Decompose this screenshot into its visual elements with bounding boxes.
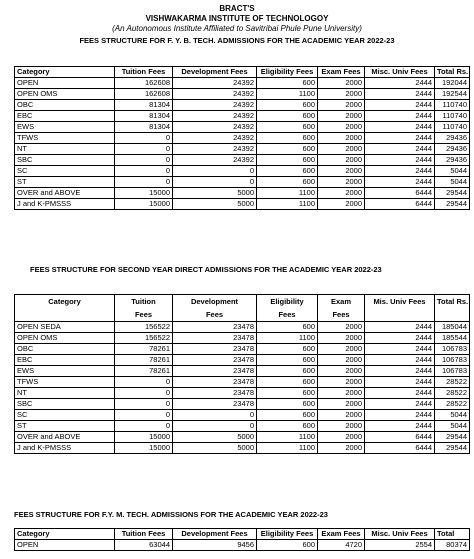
fee-cell: 28522 — [435, 377, 470, 388]
fee-cell: 0 — [173, 177, 257, 188]
fee-cell: 29544 — [435, 432, 470, 443]
fee-cell: 2000 — [318, 410, 365, 421]
fee-cell: 2444 — [365, 166, 435, 177]
column-header: Fees — [318, 308, 365, 322]
table-header-row — [15, 308, 470, 322]
fee-cell: 23478 — [173, 388, 257, 399]
fee-cell: 2444 — [365, 333, 435, 344]
fee-cell: 29436 — [435, 155, 470, 166]
column-header: Eligibility — [257, 295, 318, 309]
column-header — [365, 308, 435, 322]
category-cell: OBC — [15, 344, 115, 355]
table-row — [15, 355, 470, 366]
table-row — [15, 111, 470, 122]
section1-title: FEES STRUCTURE FOR F. Y. B. TECH. ADMISSIONS FOR THE ACADEMIC YEAR 2022-23 — [79, 36, 395, 45]
fee-cell: 29544 — [435, 188, 470, 199]
category-cell: EBC — [15, 355, 115, 366]
fee-cell: 5044 — [435, 421, 470, 432]
section3-title: FEES STRUCTURE FOR F.Y. M. TECH. ADMISSIONS FOR THE ACADEMIC YEAR 2022-23 — [14, 510, 328, 519]
table-row — [15, 155, 470, 166]
fee-cell: 23478 — [173, 366, 257, 377]
fee-cell: 600 — [257, 78, 318, 89]
table-row — [15, 432, 470, 443]
column-header: Fees — [257, 308, 318, 322]
category-cell: SBC — [15, 399, 115, 410]
fee-cell: 0 — [173, 410, 257, 421]
fee-cell: 24392 — [173, 89, 257, 100]
fee-cell: 1100 — [257, 432, 318, 443]
fee-cell: 29544 — [435, 443, 470, 454]
fee-cell: 600 — [257, 133, 318, 144]
fee-cell: 80374 — [435, 540, 470, 551]
column-header: Eligibility Fees — [257, 529, 318, 540]
category-cell: SBC — [15, 155, 115, 166]
fee-cell: 23478 — [173, 344, 257, 355]
column-header: Fees — [115, 308, 173, 322]
fee-cell: 1100 — [257, 89, 318, 100]
column-header: Tuition Fees — [115, 67, 173, 78]
table-row — [15, 410, 470, 421]
fee-cell: 24392 — [173, 122, 257, 133]
category-cell: EBC — [15, 111, 115, 122]
fee-cell: 5000 — [173, 443, 257, 454]
fee-cell: 78261 — [115, 344, 173, 355]
fee-cell: 2000 — [318, 355, 365, 366]
fee-cell: 28522 — [435, 399, 470, 410]
table-row — [15, 540, 470, 551]
table-row — [15, 322, 470, 333]
column-header: Total Rs. — [435, 295, 470, 309]
fee-cell: 1100 — [257, 199, 318, 210]
fee-cell: 78261 — [115, 355, 173, 366]
fee-cell: 24392 — [173, 78, 257, 89]
fee-cell: 2000 — [318, 177, 365, 188]
table-row — [15, 443, 470, 454]
fee-cell: 600 — [257, 111, 318, 122]
fee-cell: 2000 — [318, 78, 365, 89]
fee-cell: 0 — [115, 177, 173, 188]
second-year-fees-table — [14, 294, 470, 454]
column-header: Fees — [173, 308, 257, 322]
fee-cell: 2000 — [318, 333, 365, 344]
fee-cell: 2000 — [318, 366, 365, 377]
fee-cell: 162608 — [115, 78, 173, 89]
table-row — [15, 377, 470, 388]
table-row — [15, 144, 470, 155]
fee-cell: 192044 — [435, 78, 470, 89]
fee-cell: 0 — [173, 166, 257, 177]
fee-cell: 0 — [115, 410, 173, 421]
fee-cell: 2444 — [365, 366, 435, 377]
section2-title: FEES STRUCTURE FOR SECOND YEAR DIRECT ADMISSIONS FOR THE ACADEMIC YEAR 2022-23 — [30, 265, 382, 274]
category-cell: J and K-PMSSS — [15, 443, 115, 454]
fee-cell: 5044 — [435, 410, 470, 421]
table-row — [15, 344, 470, 355]
fee-cell: 1100 — [257, 333, 318, 344]
table-row — [15, 166, 470, 177]
fee-cell: 110740 — [435, 111, 470, 122]
column-header: Development — [173, 295, 257, 309]
fee-cell: 162608 — [115, 89, 173, 100]
fee-cell: 2000 — [318, 443, 365, 454]
fee-cell: 78261 — [115, 366, 173, 377]
fee-cell: 600 — [257, 421, 318, 432]
fee-cell: 2000 — [318, 122, 365, 133]
fee-cell: 2000 — [318, 399, 365, 410]
fee-cell: 600 — [257, 122, 318, 133]
category-cell: NT — [15, 388, 115, 399]
fee-cell: 6444 — [365, 443, 435, 454]
category-cell: OPEN OMS — [15, 89, 115, 100]
table-header-row — [15, 529, 470, 540]
category-cell: OPEN OMS — [15, 333, 115, 344]
fee-cell: 2000 — [318, 377, 365, 388]
table-row — [15, 333, 470, 344]
column-header — [15, 308, 115, 322]
fee-cell: 23478 — [173, 322, 257, 333]
fee-cell: 0 — [115, 144, 173, 155]
institute-prefix: BRACT'S — [219, 4, 255, 13]
fee-cell: 2000 — [318, 344, 365, 355]
table-row — [15, 421, 470, 432]
fee-cell: 600 — [257, 177, 318, 188]
fee-cell: 2000 — [318, 421, 365, 432]
fee-cell: 600 — [257, 540, 318, 551]
fee-cell: 24392 — [173, 133, 257, 144]
category-cell: J and K-PMSSS — [15, 199, 115, 210]
category-cell: SC — [15, 410, 115, 421]
fee-cell: 23478 — [173, 399, 257, 410]
category-cell: OBC — [15, 100, 115, 111]
fee-cell: 156522 — [115, 322, 173, 333]
fee-cell: 600 — [257, 410, 318, 421]
column-header: Eligibility Fees — [257, 67, 318, 78]
fee-cell: 81304 — [115, 122, 173, 133]
column-header: Tuition Fees — [115, 529, 173, 540]
column-header: Development Fees — [173, 67, 257, 78]
fee-cell: 0 — [115, 166, 173, 177]
column-header: Exam Fees — [318, 67, 365, 78]
category-cell: EWS — [15, 122, 115, 133]
fee-cell: 2000 — [318, 188, 365, 199]
fee-cell: 600 — [257, 388, 318, 399]
fee-cell: 29436 — [435, 144, 470, 155]
fee-cell: 106783 — [435, 366, 470, 377]
table-row — [15, 89, 470, 100]
category-cell: NT — [15, 144, 115, 155]
fee-cell: 2000 — [318, 432, 365, 443]
fee-cell: 185544 — [435, 333, 470, 344]
fee-cell: 2000 — [318, 144, 365, 155]
category-cell: OPEN SEDA — [15, 322, 115, 333]
column-header: Category — [15, 67, 115, 78]
fee-cell: 15000 — [115, 432, 173, 443]
fee-cell: 24392 — [173, 100, 257, 111]
fy-mtech-fees-table — [14, 528, 470, 551]
fee-cell: 6444 — [365, 432, 435, 443]
fee-cell: 24392 — [173, 111, 257, 122]
fee-cell: 2000 — [318, 100, 365, 111]
fee-cell: 0 — [115, 155, 173, 166]
column-header: Total — [435, 529, 470, 540]
institute-name: VISHWAKARMA INSTITUTE OF TECHNOLOGOY — [145, 14, 329, 23]
fee-cell: 2444 — [365, 344, 435, 355]
fee-cell: 110740 — [435, 122, 470, 133]
fee-cell: 5044 — [435, 177, 470, 188]
fee-cell: 15000 — [115, 188, 173, 199]
fee-cell: 2444 — [365, 377, 435, 388]
fee-cell: 2444 — [365, 388, 435, 399]
fee-cell: 15000 — [115, 443, 173, 454]
fee-cell: 5000 — [173, 188, 257, 199]
fee-cell: 600 — [257, 155, 318, 166]
fee-cell: 1100 — [257, 443, 318, 454]
category-cell: SC — [15, 166, 115, 177]
fee-cell: 2444 — [365, 177, 435, 188]
fee-cell: 6444 — [365, 199, 435, 210]
fee-cell: 29436 — [435, 133, 470, 144]
table-header-row — [15, 295, 470, 309]
fee-cell: 2444 — [365, 144, 435, 155]
category-cell: EWS — [15, 366, 115, 377]
fy-btech-fees-table — [14, 66, 470, 210]
fee-cell: 0 — [115, 399, 173, 410]
fee-cell: 81304 — [115, 100, 173, 111]
fee-cell: 1100 — [257, 188, 318, 199]
fee-cell: 0 — [115, 388, 173, 399]
category-cell: ST — [15, 177, 115, 188]
fee-cell: 600 — [257, 399, 318, 410]
fee-cell: 2000 — [318, 89, 365, 100]
fee-cell: 2444 — [365, 355, 435, 366]
fee-cell: 600 — [257, 344, 318, 355]
fee-cell: 0 — [115, 377, 173, 388]
category-cell: TFWS — [15, 133, 115, 144]
fee-cell: 600 — [257, 322, 318, 333]
fee-cell: 23478 — [173, 377, 257, 388]
fee-cell: 2444 — [365, 322, 435, 333]
fee-cell: 600 — [257, 166, 318, 177]
fee-cell: 0 — [173, 421, 257, 432]
fee-cell: 106783 — [435, 344, 470, 355]
category-cell: OPEN — [15, 78, 115, 89]
fee-cell: 2000 — [318, 133, 365, 144]
column-header: Category — [15, 295, 115, 309]
fee-cell: 15000 — [115, 199, 173, 210]
category-cell: ST — [15, 421, 115, 432]
table-row — [15, 388, 470, 399]
table-row — [15, 199, 470, 210]
fee-cell: 2444 — [365, 399, 435, 410]
fee-cell: 110740 — [435, 100, 470, 111]
fee-cell: 2444 — [365, 410, 435, 421]
category-cell: OVER and ABOVE — [15, 188, 115, 199]
fee-cell: 29544 — [435, 199, 470, 210]
column-header: Mis. Univ Fees — [365, 295, 435, 309]
fee-cell: 2000 — [318, 199, 365, 210]
table-row — [15, 366, 470, 377]
fee-cell: 185044 — [435, 322, 470, 333]
table-row — [15, 188, 470, 199]
table-row — [15, 122, 470, 133]
fee-cell: 600 — [257, 100, 318, 111]
table-row — [15, 78, 470, 89]
fee-cell: 23478 — [173, 355, 257, 366]
fee-cell: 600 — [257, 144, 318, 155]
category-cell: TFWS — [15, 377, 115, 388]
column-header: Exam — [318, 295, 365, 309]
fee-cell: 2000 — [318, 166, 365, 177]
fee-cell: 63044 — [115, 540, 173, 551]
column-header: Tuition — [115, 295, 173, 309]
fee-cell: 81304 — [115, 111, 173, 122]
fee-cell: 2444 — [365, 78, 435, 89]
fee-cell: 6444 — [365, 188, 435, 199]
table-row — [15, 399, 470, 410]
fee-cell: 2554 — [365, 540, 435, 551]
fee-cell: 4720 — [318, 540, 365, 551]
affiliation-line: (An Autonomous Institute Affiliated to Savitribai Phule Pune University) — [112, 24, 362, 33]
table-header-row — [15, 67, 470, 78]
fee-cell: 5000 — [173, 199, 257, 210]
table-row — [15, 133, 470, 144]
fee-cell: 2444 — [365, 133, 435, 144]
fee-cell: 2000 — [318, 388, 365, 399]
fee-cell: 2444 — [365, 155, 435, 166]
fee-cell: 600 — [257, 377, 318, 388]
fee-cell: 2000 — [318, 111, 365, 122]
column-header: Total Rs. — [435, 67, 470, 78]
fee-cell: 2444 — [365, 89, 435, 100]
fee-cell: 2000 — [318, 322, 365, 333]
fee-cell: 106783 — [435, 355, 470, 366]
fee-cell: 24392 — [173, 144, 257, 155]
fee-cell: 192544 — [435, 89, 470, 100]
table-row — [15, 177, 470, 188]
fee-cell: 600 — [257, 355, 318, 366]
fee-cell: 5044 — [435, 166, 470, 177]
table-row — [15, 100, 470, 111]
fee-cell: 5000 — [173, 432, 257, 443]
column-header: Misc. Univ Fees — [365, 67, 435, 78]
column-header: Misc. Univ Fees — [365, 529, 435, 540]
category-cell: OPEN — [15, 540, 115, 551]
fee-cell: 28522 — [435, 388, 470, 399]
fee-cell: 600 — [257, 366, 318, 377]
column-header — [435, 308, 470, 322]
column-header: Development Fees — [173, 529, 257, 540]
fee-cell: 2444 — [365, 421, 435, 432]
fee-cell: 2000 — [318, 155, 365, 166]
fee-cell: 2444 — [365, 111, 435, 122]
fee-cell: 0 — [115, 421, 173, 432]
fee-cell: 9456 — [173, 540, 257, 551]
column-header: Category — [15, 529, 115, 540]
fee-cell: 156522 — [115, 333, 173, 344]
fee-cell: 24392 — [173, 155, 257, 166]
fee-cell: 2444 — [365, 100, 435, 111]
fee-cell: 2444 — [365, 122, 435, 133]
fee-cell: 23478 — [173, 333, 257, 344]
fee-cell: 0 — [115, 133, 173, 144]
column-header: Exam Fees — [318, 529, 365, 540]
category-cell: OVER and ABOVE — [15, 432, 115, 443]
